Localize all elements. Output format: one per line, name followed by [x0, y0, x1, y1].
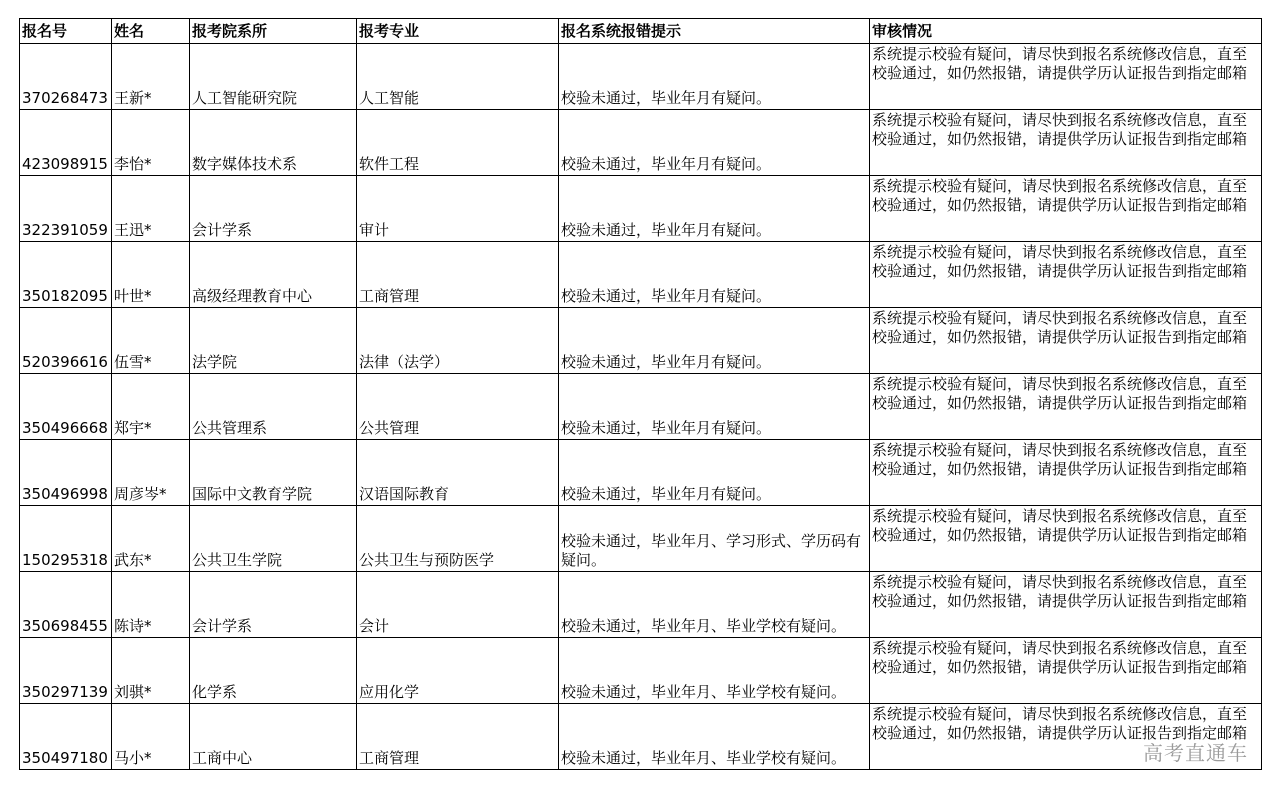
- cell-review: 系统提示校验有疑问，请尽快到报名系统修改信息，直至校验通过，如仍然报错，请提供学历认证报告到指定邮箱: [870, 506, 1262, 572]
- cell-error: 校验未通过，毕业年月有疑问。: [559, 176, 870, 242]
- header-dept: 报考院系所: [190, 19, 357, 44]
- cell-review: 系统提示校验有疑问，请尽快到报名系统修改信息，直至校验通过，如仍然报错，请提供学历认证报告到指定邮箱: [870, 572, 1262, 638]
- cell-dept: 法学院: [190, 308, 357, 374]
- table-row: [20, 176, 1262, 242]
- cell-error: 校验未通过，毕业年月、毕业学校有疑问。: [559, 638, 870, 704]
- header-review: 审核情况: [870, 19, 1262, 44]
- registration-review-table: [19, 18, 1262, 770]
- cell-review: 系统提示校验有疑问，请尽快到报名系统修改信息，直至校验通过，如仍然报错，请提供学历认证报告到指定邮箱: [870, 176, 1262, 242]
- watermark-text: 高考直通车: [1143, 741, 1248, 765]
- cell-id: 520396616: [20, 308, 112, 374]
- cell-error: 校验未通过，毕业年月有疑问。: [559, 308, 870, 374]
- cell-name: 王新*: [112, 44, 190, 110]
- cell-error: 校验未通过，毕业年月有疑问。: [559, 242, 870, 308]
- cell-review: 系统提示校验有疑问，请尽快到报名系统修改信息，直至校验通过，如仍然报错，请提供学历认证报告到指定邮箱: [870, 704, 1262, 770]
- cell-id: 322391059: [20, 176, 112, 242]
- cell-error: 校验未通过，毕业年月、毕业学校有疑问。: [559, 704, 870, 770]
- table-row: [20, 242, 1262, 308]
- cell-id: 150295318: [20, 506, 112, 572]
- cell-id: 350496668: [20, 374, 112, 440]
- cell-name: 周彦岑*: [112, 440, 190, 506]
- cell-dept: 国际中文教育学院: [190, 440, 357, 506]
- cell-name: 郑宇*: [112, 374, 190, 440]
- cell-dept: 高级经理教育中心: [190, 242, 357, 308]
- cell-review: 系统提示校验有疑问，请尽快到报名系统修改信息，直至校验通过，如仍然报错，请提供学历认证报告到指定邮箱: [870, 440, 1262, 506]
- cell-name: 叶世*: [112, 242, 190, 308]
- table-row: [20, 572, 1262, 638]
- table-row: [20, 440, 1262, 506]
- cell-major: 工商管理: [357, 242, 559, 308]
- cell-name: 伍雪*: [112, 308, 190, 374]
- header-major: 报考专业: [357, 19, 559, 44]
- table-row: [20, 110, 1262, 176]
- header-error: 报名系统报错提示: [559, 19, 870, 44]
- cell-major: 软件工程: [357, 110, 559, 176]
- cell-major: 应用化学: [357, 638, 559, 704]
- cell-dept: 人工智能研究院: [190, 44, 357, 110]
- cell-id: 370268473: [20, 44, 112, 110]
- table-row: [20, 308, 1262, 374]
- cell-error: 校验未通过，毕业年月、毕业学校有疑问。: [559, 572, 870, 638]
- cell-id: 350496998: [20, 440, 112, 506]
- cell-error: 校验未通过，毕业年月有疑问。: [559, 374, 870, 440]
- table-row: [20, 44, 1262, 110]
- cell-major: 汉语国际教育: [357, 440, 559, 506]
- table-row: [20, 704, 1262, 770]
- cell-major: 公共卫生与预防医学: [357, 506, 559, 572]
- cell-dept: 公共管理系: [190, 374, 357, 440]
- cell-id: 350497180: [20, 704, 112, 770]
- cell-major: 公共管理: [357, 374, 559, 440]
- cell-review: 系统提示校验有疑问，请尽快到报名系统修改信息，直至校验通过，如仍然报错，请提供学历认证报告到指定邮箱: [870, 374, 1262, 440]
- cell-major: 审计: [357, 176, 559, 242]
- cell-review: 系统提示校验有疑问，请尽快到报名系统修改信息，直至校验通过，如仍然报错，请提供学历认证报告到指定邮箱: [870, 242, 1262, 308]
- cell-error: 校验未通过，毕业年月、学习形式、学历码有疑问。: [559, 506, 870, 572]
- header-name: 姓名: [112, 19, 190, 44]
- cell-name: 刘骐*: [112, 638, 190, 704]
- table-row: [20, 506, 1262, 572]
- cell-major: 法律（法学）: [357, 308, 559, 374]
- cell-dept: 会计学系: [190, 572, 357, 638]
- cell-dept: 工商中心: [190, 704, 357, 770]
- cell-id: 350297139: [20, 638, 112, 704]
- cell-error: 校验未通过，毕业年月有疑问。: [559, 44, 870, 110]
- header-id: 报名号: [20, 19, 112, 44]
- cell-review: 系统提示校验有疑问，请尽快到报名系统修改信息，直至校验通过，如仍然报错，请提供学历认证报告到指定邮箱: [870, 110, 1262, 176]
- cell-dept: 会计学系: [190, 176, 357, 242]
- cell-id: 423098915: [20, 110, 112, 176]
- table-row: [20, 638, 1262, 704]
- cell-dept: 化学系: [190, 638, 357, 704]
- cell-id: 350182095: [20, 242, 112, 308]
- cell-review: 系统提示校验有疑问，请尽快到报名系统修改信息，直至校验通过，如仍然报错，请提供学历认证报告到指定邮箱: [870, 44, 1262, 110]
- cell-review: 系统提示校验有疑问，请尽快到报名系统修改信息，直至校验通过，如仍然报错，请提供学历认证报告到指定邮箱: [870, 638, 1262, 704]
- cell-name: 王迅*: [112, 176, 190, 242]
- cell-error: 校验未通过，毕业年月有疑问。: [559, 110, 870, 176]
- cell-id: 350698455: [20, 572, 112, 638]
- header-row: [20, 19, 1262, 44]
- cell-major: 人工智能: [357, 44, 559, 110]
- cell-name: 陈诗*: [112, 572, 190, 638]
- cell-name: 李怡*: [112, 110, 190, 176]
- cell-major: 工商管理: [357, 704, 559, 770]
- cell-dept: 数字媒体技术系: [190, 110, 357, 176]
- cell-dept: 公共卫生学院: [190, 506, 357, 572]
- cell-major: 会计: [357, 572, 559, 638]
- cell-name: 马小*: [112, 704, 190, 770]
- cell-error: 校验未通过，毕业年月有疑问。: [559, 440, 870, 506]
- cell-name: 武东*: [112, 506, 190, 572]
- cell-review: 系统提示校验有疑问，请尽快到报名系统修改信息，直至校验通过，如仍然报错，请提供学历认证报告到指定邮箱: [870, 308, 1262, 374]
- table-row: [20, 374, 1262, 440]
